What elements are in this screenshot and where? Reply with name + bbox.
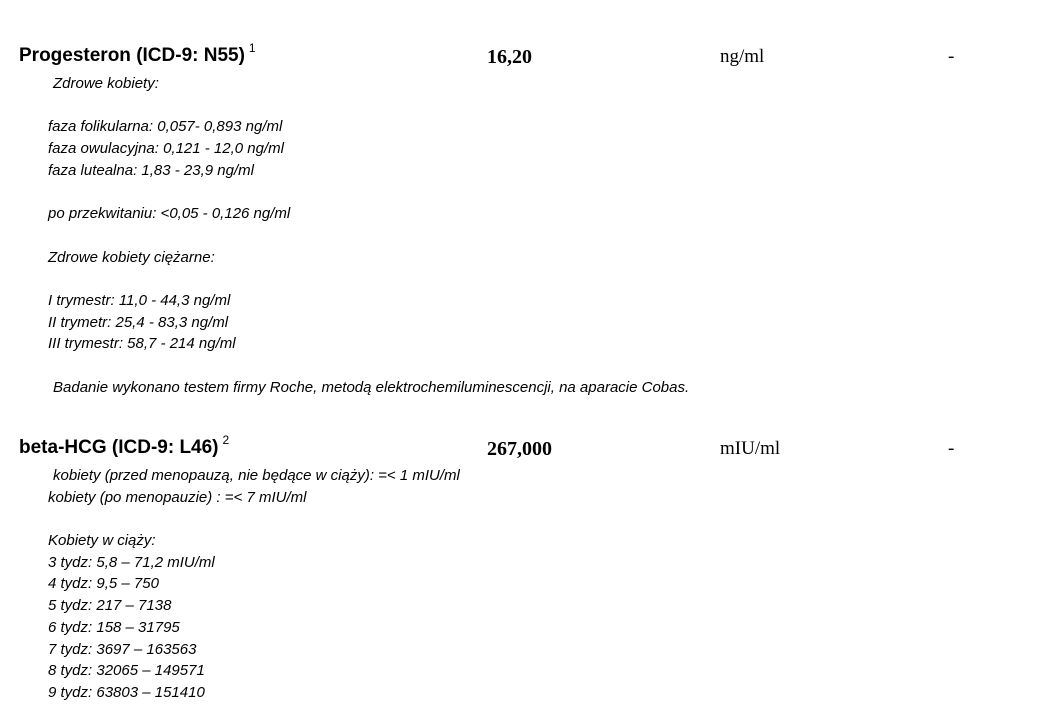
reference-ranges xyxy=(48,73,290,355)
test-name: beta-HCG (ICD-9: L46) xyxy=(19,437,219,458)
reference-line: II trymetr: 25,4 - 83,3 ng/ml xyxy=(48,313,229,331)
reference-line: I trymestr: 11,0 - 44,3 ng/ml xyxy=(48,291,231,309)
reference-line xyxy=(48,508,460,530)
reference-line: 5 tydz: 217 – 7138 xyxy=(48,597,172,615)
reference-line: faza lutealna: 1,83 - 23,9 ng/ml xyxy=(48,161,254,179)
reference-ranges xyxy=(48,465,460,704)
result-unit: mIU/ml xyxy=(720,438,781,459)
method-note: Badanie wykonano testem firmy Roche, metodą elektrochemiluminescencji, na aparacie Cobas. xyxy=(53,379,690,396)
test-title xyxy=(19,41,256,67)
test-name: Progesteron (ICD-9: N55) xyxy=(19,45,245,66)
reference-line: kobiety (po menopauzie) : =< 7 mIU/ml xyxy=(48,488,307,506)
reference-line: po przekwitaniu: <0,05 - 0,126 ng/ml xyxy=(48,205,291,223)
footnote-marker: 1 xyxy=(248,41,256,55)
reference-line: faza folikularna: 0,057- 0,893 ng/ml xyxy=(48,118,283,136)
reference-line: 9 tydz: 63803 – 151410 xyxy=(48,683,205,701)
reference-line: Kobiety w ciąży: xyxy=(48,532,156,550)
test-title xyxy=(19,433,230,459)
result-value: 16,20 xyxy=(487,46,532,68)
reference-line: faza owulacyjna: 0,121 - 12,0 ng/ml xyxy=(48,140,284,158)
reference-line: kobiety (przed menopauzą, nie będące w ciąży): =< 1 mIU/ml xyxy=(53,467,460,484)
reference-line xyxy=(48,225,290,247)
result-flag: - xyxy=(948,46,955,67)
reference-line xyxy=(48,268,290,290)
reference-line: Zdrowe kobiety: xyxy=(53,75,159,92)
result-value: 267,000 xyxy=(487,438,552,460)
reference-line: 3 tydz: 5,8 – 71,2 mIU/ml xyxy=(48,553,215,571)
reference-line xyxy=(48,181,290,203)
footnote-marker: 2 xyxy=(222,433,230,447)
reference-line: 7 tydz: 3697 – 163563 xyxy=(48,640,197,658)
result-flag: - xyxy=(948,438,955,459)
reference-line: 8 tydz: 32065 – 149571 xyxy=(48,662,205,680)
reference-line: 4 tydz: 9,5 – 750 xyxy=(48,575,159,593)
reference-line: III trymestr: 58,7 - 214 ng/ml xyxy=(48,335,236,353)
result-unit: ng/ml xyxy=(720,46,765,67)
reference-line xyxy=(48,95,290,117)
reference-line: 6 tydz: 158 – 31795 xyxy=(48,618,180,636)
reference-line: Zdrowe kobiety ciężarne: xyxy=(48,248,215,266)
